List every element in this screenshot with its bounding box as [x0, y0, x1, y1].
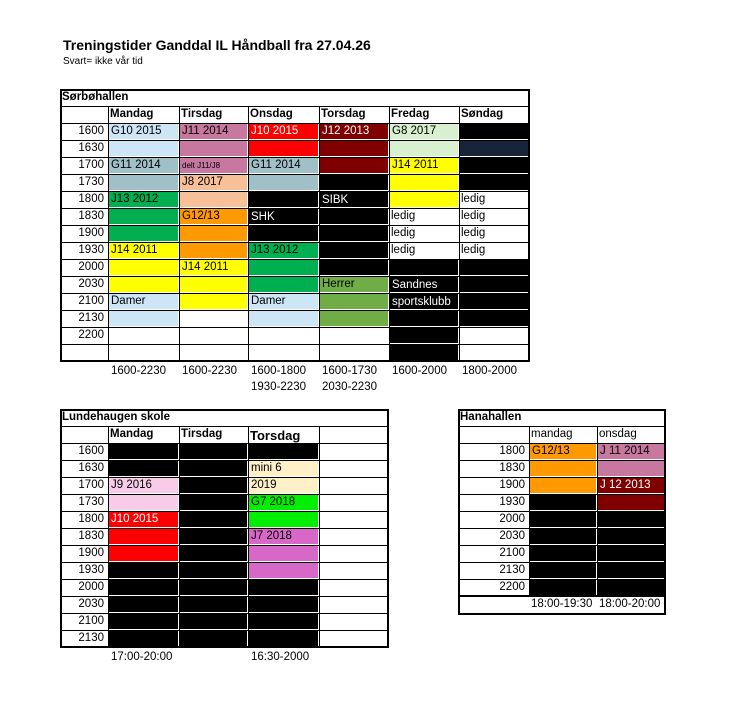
lundehaugen-rule — [60, 596, 389, 597]
lundehaugen-slot — [319, 528, 389, 545]
hana-rule — [458, 477, 666, 478]
lundehaugen-rule — [60, 528, 389, 529]
lundehaugen-slot — [109, 546, 178, 561]
sportsklubb-label: sportsklubb — [392, 296, 451, 308]
lundehaugen-slot — [180, 614, 247, 629]
sorbo-slot — [248, 344, 319, 361]
sorbo-slot — [320, 175, 388, 190]
hana-slot: G12/13 — [530, 444, 596, 459]
lundehaugen-slot: G7 2018 — [249, 495, 318, 510]
sorbo-slot — [460, 175, 529, 190]
sorbo-slot — [320, 311, 388, 326]
sorbo-slot — [180, 192, 247, 207]
lundehaugen-time-label: 1730 — [78, 496, 104, 509]
sorbo-slot: ledig — [459, 191, 530, 208]
hana-time-label: 1830 — [499, 462, 525, 475]
lundehaugen-rule — [60, 647, 389, 648]
sorbo-time-label: 1830 — [78, 210, 104, 223]
sandnes-label: Sandnes — [392, 279, 438, 291]
sorbo-slot — [460, 311, 529, 326]
lundehaugen-slot — [180, 495, 247, 510]
hana-rule — [458, 562, 666, 563]
sorbo-slot — [180, 141, 247, 156]
sorbo-time-label: 1900 — [78, 227, 104, 240]
sorbo-slot — [320, 226, 388, 241]
sorbo-slot — [390, 192, 458, 207]
hana-rule — [458, 443, 666, 444]
sorbo-slot — [460, 158, 529, 173]
sorbo-slot — [249, 311, 318, 326]
hana-border-top — [458, 409, 666, 411]
hana-day-1: onsdag — [599, 428, 637, 441]
lundehaugen-slot: mini 6 — [249, 461, 318, 476]
sorbo-slot: G8 2017 — [390, 124, 458, 139]
sorbo-slot — [320, 260, 388, 275]
sorbo-time-label: 1930 — [78, 244, 104, 257]
footer-fredag: 1600-2000 — [392, 365, 447, 377]
lundehaugen-slot — [109, 631, 178, 646]
sorbo-slot — [459, 327, 530, 344]
lundehaugen-border-top — [60, 409, 389, 411]
lundehaugen-time-label: 1930 — [78, 564, 104, 577]
sorbo-rule — [459, 106, 460, 361]
sorbo-slot: Damer — [109, 294, 178, 309]
sorbo-border-top — [60, 89, 530, 91]
sorbo-time-label: 2100 — [78, 295, 104, 308]
sorbo-time-label — [60, 344, 108, 361]
sorbo-slot: ledig — [389, 242, 459, 259]
sorbo-slot: Herrer — [320, 277, 388, 292]
sorbo-time-label: 2030 — [78, 278, 104, 291]
sorbo-rule — [389, 106, 390, 361]
sorbo-slot: J13 2012 — [109, 192, 178, 207]
lundehaugen-rule — [60, 460, 389, 461]
lundehaugen-slot — [319, 545, 389, 562]
sorbo-rule — [60, 361, 530, 362]
hana-time-label: 1930 — [499, 496, 525, 509]
hana-border-footer-left — [458, 596, 460, 615]
sorbo-slot — [249, 141, 318, 156]
lundehaugen-day-1: Tirsdag — [181, 428, 223, 441]
lundehaugen-slot — [319, 630, 389, 647]
page-subtitle: Svart= ikke vår tid — [63, 56, 143, 67]
lundehaugen-slot — [109, 495, 178, 510]
sorbo-slot — [248, 327, 319, 344]
hana-slot — [530, 478, 596, 493]
hana-rule — [458, 426, 666, 427]
sorbo-day-1: Tirsdag — [181, 108, 223, 121]
sorbo-slot — [459, 344, 530, 361]
hana-slot — [530, 563, 596, 578]
shk-label: SHK — [251, 211, 275, 223]
hana-rule — [458, 494, 666, 495]
lundehaugen-slot — [180, 631, 247, 646]
hana-time-label: 2200 — [499, 581, 525, 594]
lundehaugen-slot — [180, 512, 247, 527]
sorbo-time-label: 1630 — [78, 142, 104, 155]
sorbo-slot — [179, 344, 248, 361]
hana-slot — [530, 512, 596, 527]
sorbo-slot — [249, 277, 318, 292]
footer-mandag: 17:00-20:00 — [111, 651, 173, 663]
lundehaugen-rule — [60, 511, 389, 512]
lundehaugen-slot — [249, 444, 318, 459]
lundehaugen-slot — [109, 597, 178, 612]
sorbo-rule — [179, 106, 180, 361]
hana-slot — [598, 546, 665, 561]
lundehaugen-time-label: 2130 — [78, 632, 104, 645]
sorbo-slot — [109, 209, 178, 224]
footer-mandag: 18:00-19:30 — [531, 598, 593, 610]
hana-slot — [530, 529, 596, 544]
hana-rule — [597, 426, 598, 596]
sorbo-slot — [460, 260, 529, 275]
sorbo-slot — [460, 294, 529, 309]
sorbo-slot — [180, 294, 247, 309]
hana-slot — [598, 563, 665, 578]
hana-border-right — [664, 409, 666, 596]
sorbo-slot: Damer — [249, 294, 318, 309]
sorbo-day-2: Onsdag — [250, 108, 293, 121]
sorbo-slot: J12 2013 — [320, 124, 388, 139]
lundehaugen-rule — [319, 426, 320, 647]
sorbo-slot — [320, 209, 388, 224]
lundehaugen-slot — [109, 563, 178, 578]
lundehaugen-time-label: 1830 — [78, 530, 104, 543]
lundehaugen-slot — [319, 511, 389, 528]
hana-border-footer — [458, 613, 666, 615]
sorbo-slot — [179, 327, 248, 344]
lundehaugen-slot — [249, 614, 318, 629]
hana-slot — [598, 529, 665, 544]
sorbo-slot — [390, 328, 458, 343]
sorbo-slot — [180, 243, 247, 258]
hana-rule — [529, 426, 530, 596]
sorbo-day-0: Mandag — [110, 108, 154, 121]
sorbo-slot — [249, 226, 318, 241]
sorbo-slot — [460, 124, 529, 139]
sorbo-slot — [109, 141, 178, 156]
lundehaugen-slot — [180, 529, 247, 544]
lundehaugen-slot — [180, 461, 247, 476]
lundehaugen-slot — [249, 563, 318, 578]
sorbo-slot: J14 2011 — [180, 260, 247, 275]
sorbo-slot — [320, 243, 388, 258]
footer-onsdag-2: 1930-2230 — [251, 381, 306, 393]
sorbohallen-table — [60, 89, 530, 393]
sorbo-slot — [319, 344, 389, 361]
footer-onsdag: 18:00-20:00 — [599, 598, 661, 610]
lundehaugen-rule — [108, 426, 109, 647]
hana-slot — [530, 580, 596, 595]
lundehaugen-rule — [60, 545, 389, 546]
sorbo-slot — [320, 158, 388, 173]
lundehaugen-slot — [319, 596, 389, 613]
hana-slot: J 11 2014 — [598, 444, 665, 459]
hana-time-label: 1800 — [499, 445, 525, 458]
lundehaugen-rule — [248, 426, 249, 647]
hana-rule — [458, 460, 666, 461]
sorbo-slot — [179, 310, 248, 327]
sorbo-slot — [390, 311, 458, 326]
footer-torsdag: 16:30-2000 — [251, 651, 310, 663]
sorbo-slot: ledig — [389, 225, 459, 242]
footer-tirsdag: 1600-2230 — [182, 365, 237, 377]
sorbo-slot — [249, 192, 318, 207]
lundehaugen-rule — [60, 494, 389, 495]
hana-slot — [598, 580, 665, 595]
footer-sondag: 1800-2000 — [462, 365, 517, 377]
lundehaugen-time-label: 1800 — [78, 513, 104, 526]
lundehaugen-slot — [180, 478, 247, 493]
sorbo-slot: J13 2012 — [249, 243, 318, 258]
lundehaugen-slot — [249, 546, 318, 561]
lundehaugen-slot — [319, 562, 389, 579]
sorbo-slot: ledig — [459, 242, 530, 259]
lundehaugen-rule — [60, 630, 389, 631]
lundehaugen-slot — [249, 512, 318, 527]
lundehaugen-day-2: Torsdag — [250, 427, 301, 443]
sorbo-time-label: 2200 — [78, 329, 104, 342]
sibk-label: SIBK — [322, 194, 349, 206]
lundehaugen-time-label: 1900 — [78, 547, 104, 560]
sorbo-slot — [249, 175, 318, 190]
lundehaugen-table — [60, 409, 389, 669]
lundehaugen-rule — [60, 613, 389, 614]
sorbo-slot — [390, 260, 458, 275]
page-title: Treningstider Ganddal IL Håndball fra 27.04.26 — [63, 37, 371, 53]
lundehaugen-slot — [319, 443, 389, 460]
sorbo-slot — [390, 345, 458, 360]
hana-slot — [598, 461, 665, 476]
hana-rule — [458, 596, 666, 597]
lundehaugen-slot — [180, 563, 247, 578]
lundehaugen-time-label: 1600 — [78, 445, 104, 458]
lundehaugen-slot: J7 2018 — [249, 529, 318, 544]
sorbo-time-label: 1800 — [78, 193, 104, 206]
sorbo-day-4: Fredag — [391, 108, 430, 121]
lundehaugen-slot — [180, 580, 247, 595]
sorbo-slot — [390, 141, 458, 156]
sorbo-slot — [249, 260, 318, 275]
hana-name: Hanahallen — [460, 411, 522, 424]
sorbo-slot — [109, 175, 178, 190]
hana-slot — [530, 495, 596, 510]
footer-mandag: 1600-2230 — [111, 365, 166, 377]
hana-time-label: 1900 — [499, 479, 525, 492]
lundehaugen-slot — [109, 614, 178, 629]
footer-onsdag-1: 1600-1800 — [251, 365, 306, 377]
sorbo-slot: J11 2014 — [180, 124, 247, 139]
hana-slot — [598, 512, 665, 527]
hana-time-label: 2030 — [499, 530, 525, 543]
lundehaugen-time-label: 1630 — [78, 462, 104, 475]
hana-border-footer-right — [664, 596, 666, 615]
sorbo-time-label: 2130 — [78, 312, 104, 325]
lundehaugen-slot — [249, 597, 318, 612]
lundehaugen-time-label: 1700 — [78, 479, 104, 492]
sorbo-slot — [320, 141, 388, 156]
sorbo-day-5: Søndag — [461, 108, 504, 121]
sorbo-slot: J14 2011 — [390, 158, 458, 173]
lundehaugen-slot: 2019 — [249, 478, 318, 493]
sorbo-slot — [109, 260, 178, 275]
sorbo-name: Sørbøhallen — [62, 91, 129, 104]
lundehaugen-rule — [60, 579, 389, 580]
lundehaugen-slot — [109, 529, 178, 544]
sorbo-time-label: 2000 — [78, 261, 104, 274]
hana-rule — [458, 545, 666, 546]
sorbo-slot — [460, 277, 529, 292]
hanahallen-table — [458, 409, 666, 619]
sorbo-slot — [180, 277, 247, 292]
sorbo-rule — [319, 106, 320, 361]
lundehaugen-slot — [319, 579, 389, 596]
sorbo-slot — [109, 226, 178, 241]
hana-time-label: 2100 — [499, 547, 525, 560]
lundehaugen-slot — [319, 477, 389, 494]
sorbo-slot: G11 2014 — [109, 158, 178, 173]
sorbo-slot: J10 2015 — [249, 124, 318, 139]
sorbo-slot: G10 2015 — [109, 124, 178, 139]
hana-day-0: mandag — [531, 428, 573, 441]
lundehaugen-slot — [249, 580, 318, 595]
lundehaugen-slot — [319, 613, 389, 630]
lundehaugen-slot — [319, 460, 389, 477]
lundehaugen-slot — [109, 461, 178, 476]
lundehaugen-slot — [180, 546, 247, 561]
sorbo-time-label: 1700 — [78, 159, 104, 172]
sorbo-slot — [109, 311, 178, 326]
sorbo-slot — [320, 294, 388, 309]
lundehaugen-time-label: 2030 — [78, 598, 104, 611]
hana-border-left — [458, 409, 460, 596]
lundehaugen-rule — [60, 426, 389, 427]
hana-rule — [458, 579, 666, 580]
sorbo-rule — [108, 106, 109, 361]
lundehaugen-slot — [319, 494, 389, 511]
sorbo-rule — [248, 106, 249, 361]
sorbo-time-label: 1730 — [78, 176, 104, 189]
lundehaugen-slot — [180, 597, 247, 612]
sorbo-slot — [460, 141, 529, 156]
sorbo-slot — [390, 175, 458, 190]
hana-time-label: 2000 — [499, 513, 525, 526]
hana-time-label: 2130 — [499, 564, 525, 577]
lundehaugen-slot — [180, 444, 247, 459]
sorbo-slot: G11 2014 — [249, 158, 318, 173]
sorbo-slot: ledig — [459, 208, 530, 225]
lundehaugen-slot: J9 2016 — [109, 478, 178, 493]
footer-torsdag-2: 2030-2230 — [322, 381, 377, 393]
lundehaugen-slot — [249, 631, 318, 646]
lundehaugen-slot — [109, 444, 178, 459]
sorbo-day-3: Torsdag — [321, 108, 366, 121]
sorbo-slot: J14 2011 — [109, 243, 178, 258]
sorbo-slot — [109, 277, 178, 292]
sorbo-slot — [108, 327, 179, 344]
hana-slot — [530, 461, 596, 476]
sorbo-slot — [319, 327, 389, 344]
lundehaugen-time-label: 2000 — [78, 581, 104, 594]
sorbo-slot: G12/13 — [180, 209, 247, 224]
sorbo-slot: ledig — [389, 208, 459, 225]
hana-rule — [458, 511, 666, 512]
lundehaugen-rule — [60, 562, 389, 563]
sorbo-slot: delt J11/J8 — [180, 158, 247, 173]
lundehaugen-slot: J10 2015 — [109, 512, 178, 527]
lundehaugen-day-0: Mandag — [110, 428, 154, 441]
lundehaugen-time-label: 2100 — [78, 615, 104, 628]
lundehaugen-rule — [179, 426, 180, 647]
footer-torsdag-1: 1600-1730 — [322, 365, 377, 377]
lundehaugen-name: Lundehaugen skole — [62, 411, 170, 424]
hana-rule — [458, 528, 666, 529]
hana-slot — [530, 546, 596, 561]
sorbo-slot: ledig — [459, 225, 530, 242]
sorbo-slot — [108, 344, 179, 361]
sorbo-slot: J8 2017 — [180, 175, 247, 190]
sorbo-time-label: 1600 — [78, 125, 104, 138]
sorbo-slot — [180, 226, 247, 241]
hana-slot — [598, 495, 665, 510]
lundehaugen-slot — [109, 580, 178, 595]
lundehaugen-rule — [60, 477, 389, 478]
hana-slot: J 12 2013 — [598, 478, 665, 493]
lundehaugen-rule — [60, 443, 389, 444]
